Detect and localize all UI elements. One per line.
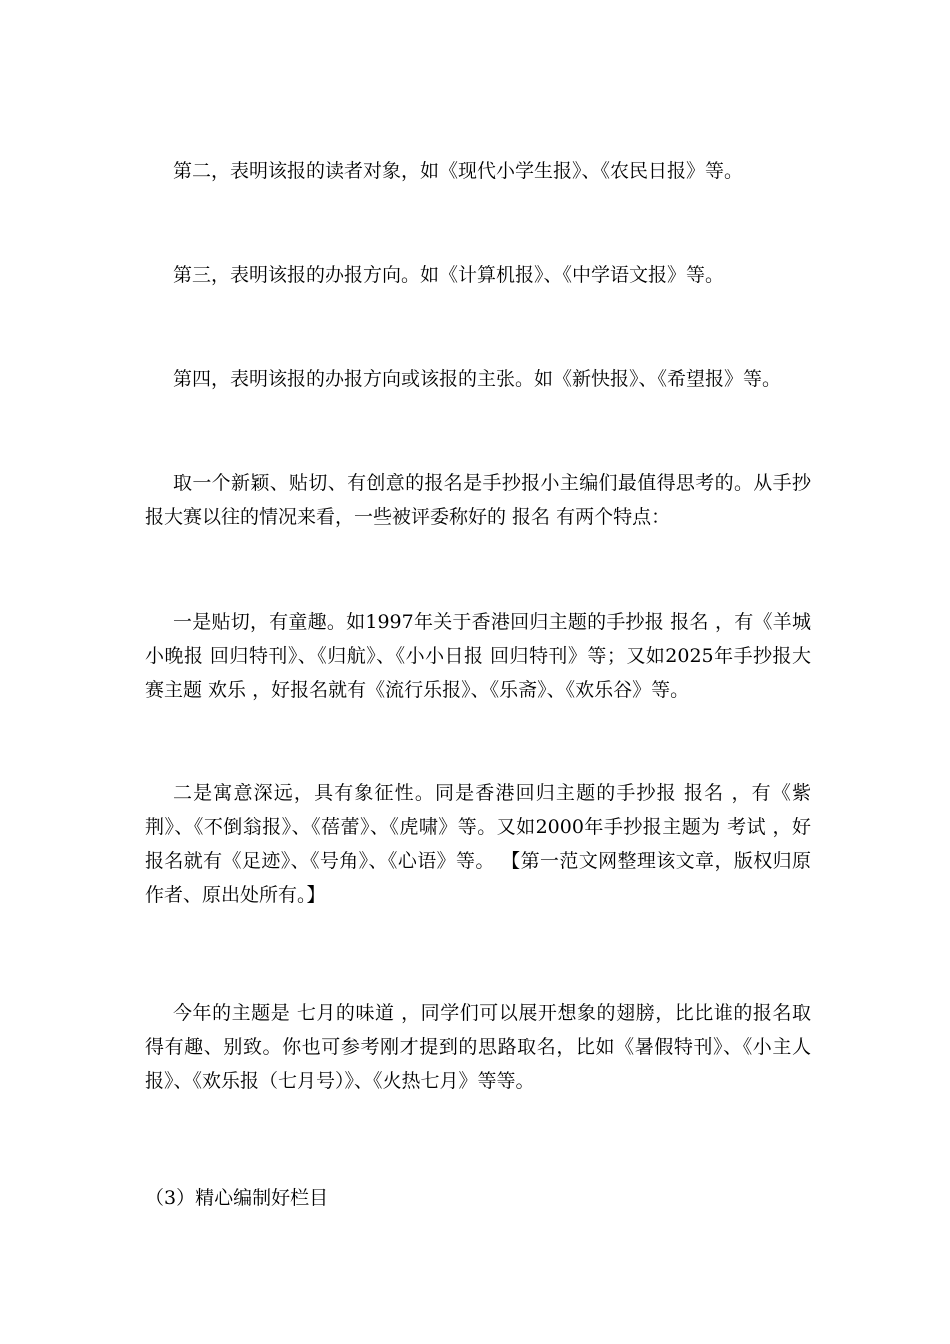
paragraph-feature-one: 一是贴切，有童趣。如1997年关于香港回归主题的手抄报 报名 ，有《羊城小晚报 回归特刊》、《归航》、《小小日报 回归特刊》等；又如2025年手抄报大赛主题 欢乐 ，好报名就有《流行乐报》、《乐斋》、《欢乐谷》等。 <box>145 611 811 701</box>
paragraph-this-year-theme: 今年的主题是 七月的味道 ，同学们可以展开想象的翅膀，比比谁的报名取得有趣、别致。你也可参考刚才提到的思路取名，比如《暑假特刊》、《小主人报》、《欢乐报（七月号）》、《火热七月》等等。 <box>145 1002 811 1092</box>
paragraph-editorial-stance: 第四，表明该报的办报方向或该报的主张。如《新快报》、《希望报》等。 <box>173 368 782 390</box>
paragraph-editorial-direction: 第三，表明该报的办报方向。如《计算机报》、《中学语文报》等。 <box>173 264 725 286</box>
paragraph-reader-audience: 第二，表明该报的读者对象，如《现代小学生报》、《农民日报》等。 <box>173 160 744 182</box>
paragraph-naming-intro: 取一个新颖、贴切、有创意的报名是手抄报小主编们最值得思考的。从手抄报大赛以往的情况来看，一些被评委称好的 报名 有两个特点： <box>145 472 811 528</box>
section-heading: （3）精心编制好栏目 <box>145 1187 329 1209</box>
paragraph-feature-two: 二是寓意深远，具有象征性。同是香港回归主题的手抄报 报名 ，有《紫荆》、《不倒翁报》、《蓓蕾》、《虎啸》等。又如2000年手抄报主题为 考试 ，好报名就有《足迹》、《号角》、《心语》等。 【第一范文网整理该文章，版权归原作者、原出处所有。】 <box>145 782 811 906</box>
